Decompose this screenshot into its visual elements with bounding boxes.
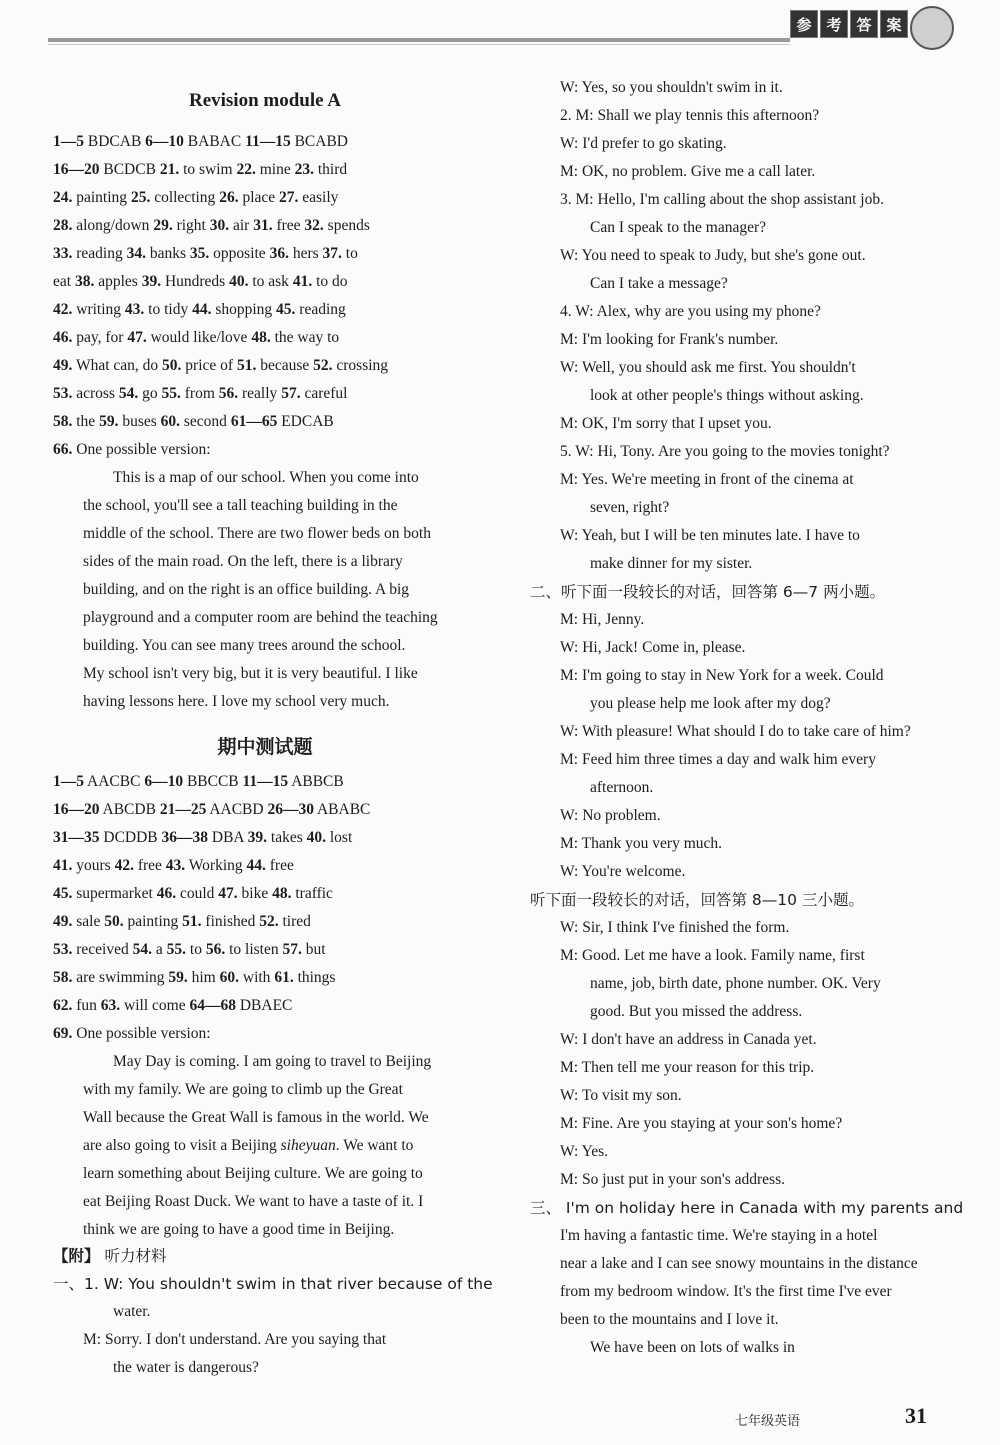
header-rule-thin <box>48 44 790 45</box>
transcript-line: look at other people's things without asking. <box>590 387 864 404</box>
header-answer-label <box>790 10 908 38</box>
transcript-line: M: Then tell me your reason for this trip. <box>560 1059 815 1076</box>
answer-line: 16—20 BCDCB 21. to swim 22. mine 23. third <box>53 161 348 178</box>
transcript-line: W: Yes, so you shouldn't swim in it. <box>560 79 783 96</box>
essay-line: middle of the school. There are two flower beds on both <box>83 525 431 542</box>
answer-line: 62. fun 63. will come 64—68 DBAEC <box>53 997 293 1014</box>
essay-line: My school isn't very big, but it is very beautiful. I like <box>83 665 418 682</box>
answer-line: 16—20 ABCDB 21—25 AACBD 26—30 ABABC <box>53 801 371 818</box>
header-char: 考 <box>820 10 848 38</box>
transcript-line: W: With pleasure! What should I do to take care of him? <box>560 723 911 740</box>
essay-line: Wall because the Great Wall is famous in the world. We <box>83 1109 429 1126</box>
transcript-line: W: You're welcome. <box>560 863 686 880</box>
answer-line: eat 38. apples 39. Hundreds 40. to ask 41. to do <box>53 273 348 290</box>
answer-line: 58. the 59. buses 60. second 61—65 EDCAB <box>53 413 334 430</box>
transcript-line: W: I don't have an address in Canada yet. <box>560 1031 817 1048</box>
dialog-line: the water is dangerous? <box>113 1359 259 1376</box>
transcript-line: W: I'd prefer to go skating. <box>560 135 727 152</box>
transcript-line: M: I'm looking for Frank's number. <box>560 331 779 348</box>
transcript-line: you please help me look after my dog? <box>590 695 831 712</box>
essay-line: having lessons here. I love my school very much. <box>83 693 390 710</box>
header-logo-icon <box>910 6 954 50</box>
transcript-line: We have been on lots of walks in <box>590 1339 795 1356</box>
transcript-line: M: OK, I'm sorry that I upset you. <box>560 415 772 432</box>
header-char: 案 <box>880 10 908 38</box>
dialog-line: 一、1. W: You shouldn't swim in that river because of the <box>53 1275 493 1293</box>
answer-line: 58. are swimming 59. him 60. with 61. things <box>53 969 336 986</box>
transcript-line: seven, right? <box>590 499 670 516</box>
transcript-line: near a lake and I can see snowy mountains in the distance <box>560 1255 918 1272</box>
answer-line: 49. sale 50. painting 51. finished 52. tired <box>53 913 311 930</box>
transcript-line: W: Hi, Jack! Come in, please. <box>560 639 746 656</box>
answer-line: 1—5 BDCAB 6—10 BABAC 11—15 BCABD <box>53 133 348 150</box>
answer-line: 24. painting 25. collecting 26. place 27. easily <box>53 189 339 206</box>
transcript-line: W: Yes. <box>560 1143 609 1160</box>
transcript-line: from my bedroom window. It's the first time I've ever <box>560 1283 892 1300</box>
essay-line: This is a map of our school. When you come into <box>113 469 419 486</box>
essay-line: eat Beijing Roast Duck. We want to have a taste of it. I <box>83 1193 424 1210</box>
dialog-line: M: Sorry. I don't understand. Are you saying that <box>83 1331 387 1348</box>
answer-line: 28. along/down 29. right 30. air 31. free 32. spends <box>53 217 370 234</box>
essay-line: building. You can see many trees around the school. <box>83 637 406 654</box>
answer-line: 53. received 54. a 55. to 56. to listen 57. but <box>53 941 326 958</box>
appendix-heading: 【附】 听力材料 <box>53 1247 167 1265</box>
essay-line: are also going to visit a Beijing siheyuan. We want to <box>83 1137 414 1154</box>
transcript-line: 5. W: Hi, Tony. Are you going to the movies tonight? <box>560 443 890 460</box>
essay-line: building, and on the right is an office building. A big <box>83 581 410 598</box>
transcript-line: M: I'm going to stay in New York for a week. Could <box>560 667 884 684</box>
essay-line: sides of the main road. On the left, there is a library <box>83 553 403 570</box>
transcript-line: name, job, birth date, phone number. OK. Very <box>590 975 881 992</box>
transcript-line: M: Hi, Jenny. <box>560 611 645 628</box>
page-number: 31 <box>905 1403 927 1428</box>
essay-line: May Day is coming. I am going to travel to Beijing <box>113 1053 432 1070</box>
footer-book-label: 七年级英语 <box>735 1414 801 1429</box>
essay-line: think we are going to have a good time in Beijing. <box>83 1221 395 1238</box>
transcript-line: M: Thank you very much. <box>560 835 723 852</box>
header-char: 参 <box>790 10 818 38</box>
answer-line: 42. writing 43. to tidy 44. shopping 45. reading <box>53 301 346 318</box>
header-rule <box>48 38 790 42</box>
transcript-line: W: To visit my son. <box>560 1087 682 1104</box>
answer-line: 46. pay, for 47. would like/love 48. the way to <box>53 329 340 346</box>
answer-line: 45. supermarket 46. could 47. bike 48. traffic <box>53 885 333 902</box>
answer-line: 66. One possible version: <box>53 441 211 458</box>
section-title: 期中测试题 <box>217 736 313 758</box>
transcript-line: Can I speak to the manager? <box>590 219 767 236</box>
essay-line: playground and a computer room are behind the teaching <box>83 609 438 626</box>
transcript-line: 三、 I'm on holiday here in Canada with my parents and <box>530 1199 964 1217</box>
transcript-line: Can I take a message? <box>590 275 728 292</box>
transcript-line: M: Feed him three times a day and walk him every <box>560 751 876 768</box>
answer-line: 1—5 AACBC 6—10 BBCCB 11—15 ABBCB <box>53 773 344 790</box>
transcript-line: M: OK, no problem. Give me a call later. <box>560 163 816 180</box>
transcript-line: W: Yeah, but I will be ten minutes late. I have to <box>560 527 860 544</box>
transcript-line: been to the mountains and I love it. <box>560 1311 779 1328</box>
transcript-line: W: Sir, I think I've finished the form. <box>560 919 790 936</box>
section-title: Revision module A <box>188 90 342 111</box>
transcript-line: 听下面一段较长的对话，回答第 8—10 三小题。 <box>530 891 864 909</box>
transcript-line: afternoon. <box>590 779 654 796</box>
transcript-line: M: So just put in your son's address. <box>560 1171 785 1188</box>
answer-line: 69. One possible version: <box>53 1025 211 1042</box>
transcript-line: 3. M: Hello, I'm calling about the shop assistant job. <box>560 191 884 208</box>
answer-line: 33. reading 34. banks 35. opposite 36. hers 37. to <box>53 245 358 262</box>
transcript-line: 2. M: Shall we play tennis this afternoon? <box>560 107 820 124</box>
transcript-line: good. But you missed the address. <box>590 1003 803 1020</box>
answer-line: 53. across 54. go 55. from 56. really 57. careful <box>53 385 348 402</box>
transcript-line: M: Good. Let me have a look. Family name, first <box>560 947 865 964</box>
transcript-line: make dinner for my sister. <box>590 555 753 572</box>
transcript-line: W: You need to speak to Judy, but she's gone out. <box>560 247 866 264</box>
essay-line: learn something about Beijing culture. We are going to <box>83 1165 423 1182</box>
dialog-line: water. <box>113 1303 151 1320</box>
transcript-line: I'm having a fantastic time. We're staying in a hotel <box>560 1227 878 1244</box>
answer-line: 49. What can, do 50. price of 51. because 52. crossing <box>53 357 389 374</box>
essay-line: the school, you'll see a tall teaching building in the <box>83 497 398 514</box>
answer-line: 41. yours 42. free 43. Working 44. free <box>53 857 294 874</box>
transcript-line: M: Yes. We're meeting in front of the cinema at <box>560 471 854 488</box>
transcript-line: 二、听下面一段较长的对话，回答第 6—7 两小题。 <box>530 583 886 601</box>
transcript-line: W: No problem. <box>560 807 661 824</box>
transcript-line: 4. W: Alex, why are you using my phone? <box>560 303 821 320</box>
essay-line: with my family. We are going to climb up the Great <box>83 1081 403 1098</box>
header-char: 答 <box>850 10 878 38</box>
transcript-line: M: Fine. Are you staying at your son's home? <box>560 1115 843 1132</box>
transcript-line: W: Well, you should ask me first. You shouldn't <box>560 359 856 376</box>
answer-line: 31—35 DCDDB 36—38 DBA 39. takes 40. lost <box>53 829 353 846</box>
